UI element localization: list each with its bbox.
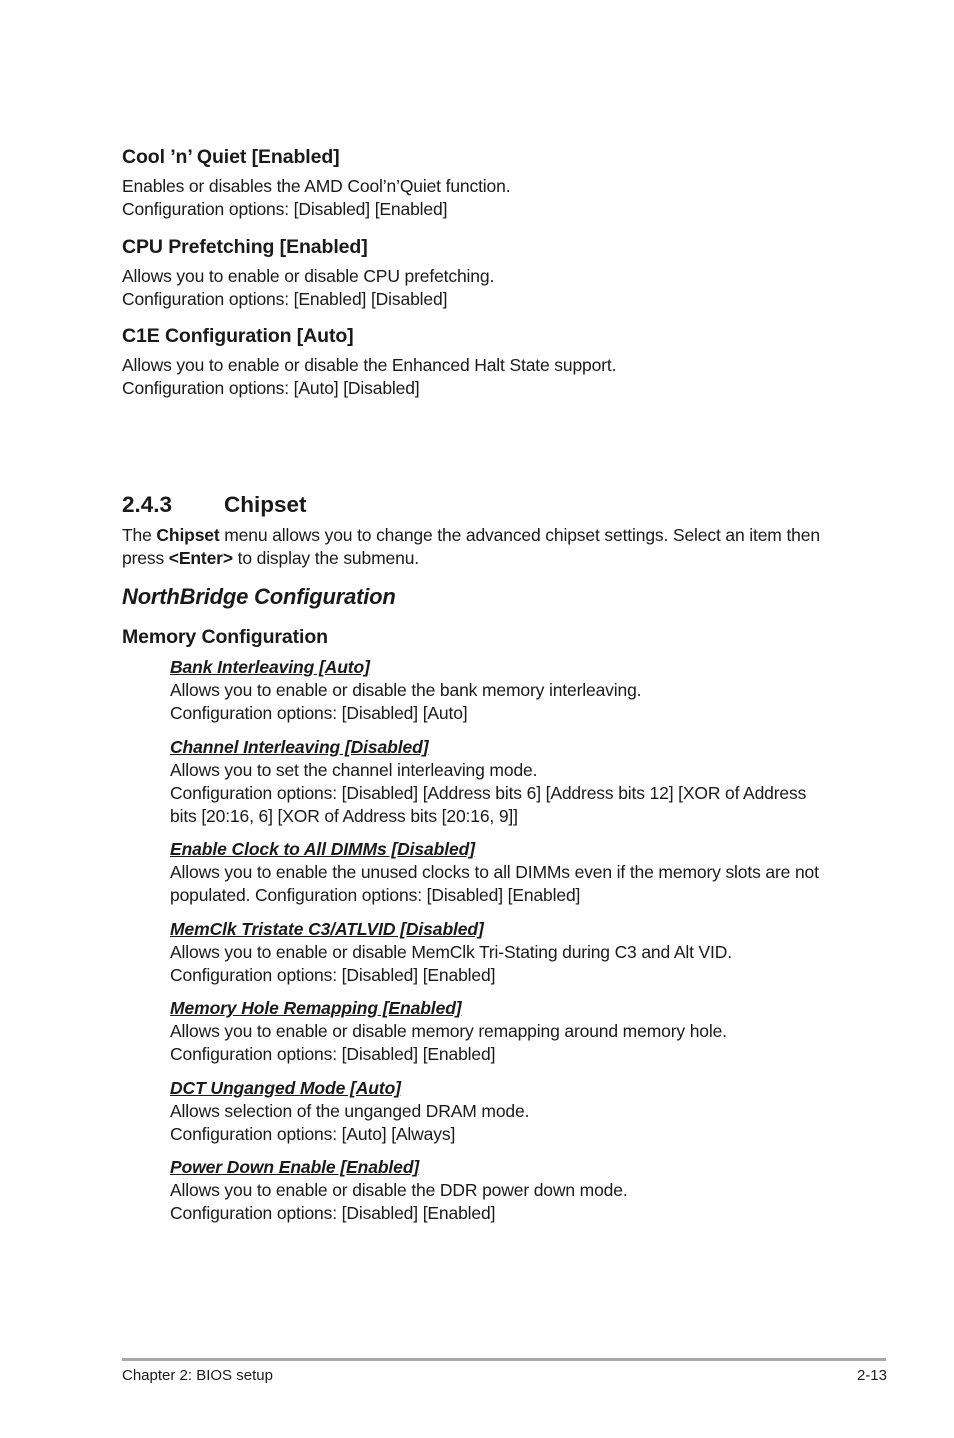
text-line: Allows you to set the channel interleaving mode. [170, 760, 538, 780]
text-line: Configuration options: [Auto] [Disabled] [122, 378, 420, 398]
item-description-dct-unganged-mode [170, 1100, 529, 1146]
section-heading-cpu-prefetching: CPU Prefetching [Enabled] [122, 236, 368, 258]
text-line: Allows you to enable or disable the bank memory interleaving. [170, 680, 642, 700]
text-line: bits [20:16, 6] [XOR of Address bits [20:16, 9]] [170, 806, 518, 826]
subsection-heading: NorthBridge Configuration [122, 584, 396, 609]
intro-text: The [122, 525, 157, 545]
text-line: Allows selection of the unganged DRAM mode. [170, 1101, 530, 1121]
item-description-enable-clock [170, 861, 819, 907]
intro-text: to display the submenu. [232, 548, 419, 568]
section-heading-cool-n-quiet: Cool ’n’ Quiet [Enabled] [122, 146, 340, 168]
item-description-power-down-enable [170, 1179, 628, 1225]
section-description-c1e-configuration [122, 354, 616, 400]
section-title: Chipset [224, 492, 307, 517]
text-line: Allows you to enable or disable the DDR power down mode. [170, 1180, 628, 1200]
text-line: populated. Configuration options: [Disabled] [Enabled] [170, 885, 581, 905]
text-line: Configuration options: [Disabled] [Enabled] [170, 965, 496, 985]
section-number: 2.4.3 [122, 492, 173, 517]
text-line: Allows you to enable or disable memory remapping around memory hole. [170, 1021, 727, 1041]
item-description-memory-hole-remapping [170, 1020, 727, 1066]
intro-text: press [122, 548, 169, 568]
text-line [122, 524, 820, 547]
text-line: Allows you to enable or disable CPU prefetching. [122, 266, 495, 286]
section-heading-c1e-configuration: C1E Configuration [Auto] [122, 325, 354, 347]
text-line: Allows you to enable or disable the Enhanced Halt State support. [122, 355, 617, 375]
intro-bold-enter: <Enter> [168, 548, 233, 568]
footer-page-number: 2-13 [856, 1367, 887, 1384]
item-title-memclk-tristate: MemClk Tristate C3/ATLVID [Disabled] [170, 919, 484, 939]
intro-bold-chipset: Chipset [156, 525, 220, 545]
section-description-cpu-prefetching [122, 265, 494, 311]
text-line: Configuration options: [Auto] [Always] [170, 1124, 456, 1144]
text-line: Configuration options: [Disabled] [Address bits 6] [Address bits 12] [XOR of Address [170, 783, 807, 803]
item-description-bank-interleaving [170, 679, 641, 725]
footer-divider [122, 1358, 886, 1361]
group-heading: Memory Configuration [122, 626, 328, 648]
chapter-section-title-wrap [224, 491, 307, 519]
item-title-memory-hole-remapping: Memory Hole Remapping [Enabled] [170, 998, 462, 1018]
text-line: Configuration options: [Disabled] [Enabled] [122, 199, 448, 219]
text-line [122, 547, 820, 570]
section-description-cool-n-quiet [122, 175, 510, 221]
text-line: Configuration options: [Enabled] [Disabled] [122, 289, 448, 309]
item-title-power-down-enable: Power Down Enable [Enabled] [170, 1157, 420, 1177]
text-line: Configuration options: [Disabled] [Enabled] [170, 1203, 496, 1223]
text-line: Configuration options: [Disabled] [Enabled] [170, 1044, 496, 1064]
chapter-section-heading [122, 491, 172, 519]
footer-chapter-label: Chapter 2: BIOS setup [122, 1367, 273, 1384]
text-line: Allows you to enable or disable MemClk Tri-Stating during C3 and Alt VID. [170, 942, 732, 962]
text-line: Allows you to enable the unused clocks to all DIMMs even if the memory slots are not [170, 862, 819, 882]
item-title-dct-unganged-mode: DCT Unganged Mode [Auto] [170, 1078, 401, 1098]
chipset-intro [122, 524, 820, 570]
item-title-enable-clock: Enable Clock to All DIMMs [Disabled] [170, 839, 475, 859]
text-line: Enables or disables the AMD Cool’n’Quiet function. [122, 176, 511, 196]
text-line: Configuration options: [Disabled] [Auto] [170, 703, 468, 723]
item-description-channel-interleaving [170, 759, 806, 828]
item-description-memclk-tristate [170, 941, 732, 987]
intro-text: menu allows you to change the advanced chipset settings. Select an item then [219, 525, 820, 545]
item-title-bank-interleaving: Bank Interleaving [Auto] [170, 657, 370, 677]
item-title-channel-interleaving: Channel Interleaving [Disabled] [170, 737, 429, 757]
